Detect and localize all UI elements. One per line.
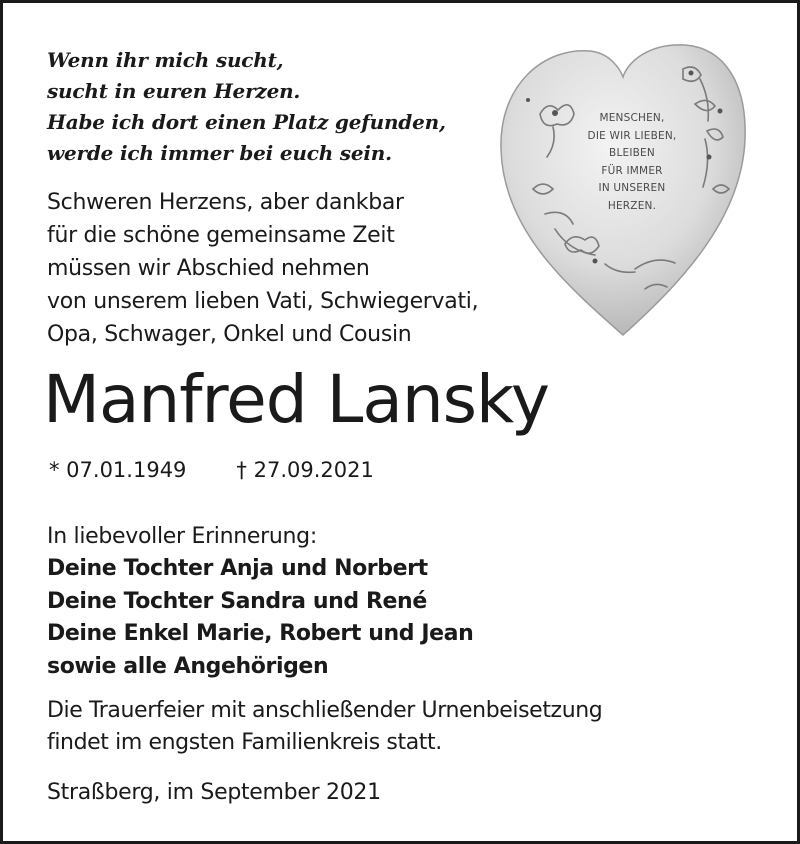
ceremony-line: Die Trauerfeier mit anschließender Urnenbeisetzung [47, 698, 603, 723]
ceremony-info [47, 695, 602, 759]
ceremony-line: findet im engsten Familienkreis statt. [47, 730, 442, 755]
poem-line: werde ich immer bei euch sein. [47, 141, 392, 165]
inscription-line: MENSCHEN, [599, 112, 665, 124]
poem-line: Habe ich dort einen Platz gefunden, [47, 110, 446, 134]
inscription-line: HERZEN. [607, 199, 657, 212]
inscription-line: DIE WIR LIEBEN, [587, 129, 677, 142]
intro-line: für die schöne gemeinsame Zeit [47, 223, 395, 248]
intro-line: Schweren Herzens, aber dankbar [47, 190, 404, 215]
deceased-name: Manfred Lansky [43, 361, 549, 438]
inscription-line: IN UNSEREN [598, 182, 666, 194]
mourner-line: Deine Tochter Anja und Norbert [47, 556, 428, 581]
poem-line: sucht in euren Herzen. [47, 79, 301, 103]
death-date: † 27.09.2021 [236, 458, 374, 482]
place-and-date: Straßberg, im September 2021 [47, 780, 381, 805]
poem-verse [47, 45, 446, 169]
life-dates [49, 455, 374, 485]
birth-date: * 07.01.1949 [49, 458, 187, 482]
mourner-line: Deine Enkel Marie, Robert und Jean [47, 621, 474, 646]
inscription-line: BLEIBEN [609, 147, 655, 159]
mourners-list [47, 553, 473, 683]
heart-stone-inscription [571, 110, 693, 215]
inscription-line: FÜR IMMER [601, 164, 663, 177]
intro-text [47, 186, 478, 351]
mourner-line: sowie alle Angehörigen [47, 653, 329, 679]
intro-line: Opa, Schwager, Onkel und Cousin [47, 322, 412, 347]
intro-line: müssen wir Abschied nehmen [47, 256, 370, 281]
intro-line: von unserem lieben Vati, Schwiegervati, [47, 289, 479, 314]
memory-intro: In liebevoller Erinnerung: [47, 524, 317, 549]
poem-line: Wenn ihr mich sucht, [47, 48, 284, 72]
mourner-line: Deine Tochter Sandra und René [47, 588, 427, 614]
